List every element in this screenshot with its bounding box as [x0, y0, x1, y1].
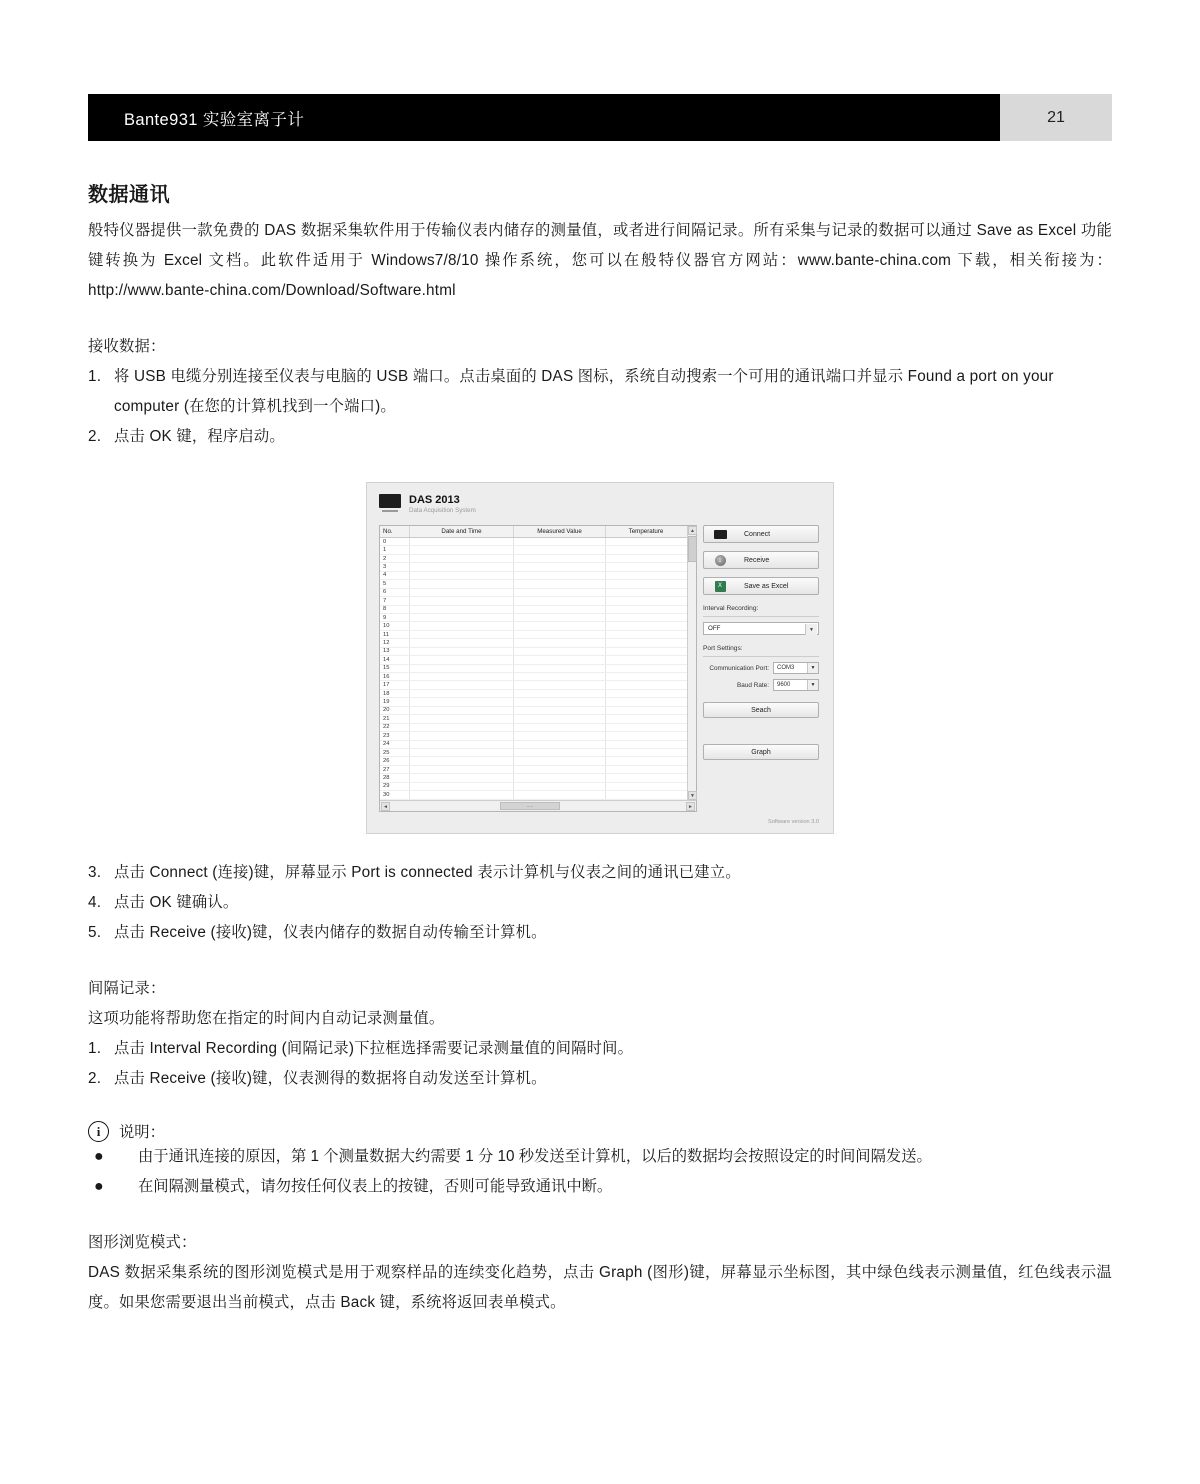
cell-no: 23: [380, 732, 410, 739]
list-item: [88, 888, 1112, 918]
cell-measured-value: [514, 555, 606, 562]
list-text: 点击 Receive (接收)键，仪表内储存的数据自动传输至计算机。: [114, 924, 547, 941]
list-number: 2.: [88, 428, 102, 445]
table-row[interactable]: [380, 681, 696, 689]
cell-temperature: [606, 690, 686, 697]
cell-measured-value: [514, 681, 606, 688]
cell-measured-value: [514, 673, 606, 680]
table-row[interactable]: [380, 774, 696, 782]
receive-heading: 接收数据：: [88, 338, 166, 355]
cell-temperature: [606, 791, 686, 798]
vertical-scrollbar[interactable]: [687, 526, 696, 800]
communication-port-label: Communication Port:: [709, 664, 769, 672]
cell-temperature: [606, 741, 686, 748]
cell-no: 20: [380, 707, 410, 714]
baud-rate-value: 9600: [777, 682, 791, 688]
excel-icon: X: [713, 581, 727, 592]
cell-datetime: [410, 766, 514, 773]
cell-no: 21: [380, 715, 410, 722]
das-app-figure: [88, 482, 1112, 834]
column-header-measured-value: Measured Value: [514, 526, 606, 537]
list-item: [88, 1064, 1112, 1094]
column-header-temperature: Temperature: [628, 528, 664, 535]
das-app-window: [366, 482, 834, 834]
table-row[interactable]: [380, 614, 696, 622]
table-row[interactable]: [380, 648, 696, 656]
list-number: 5.: [88, 924, 102, 941]
cell-no: 17: [380, 681, 410, 688]
cell-temperature: [606, 774, 686, 781]
cell-measured-value: [514, 707, 606, 714]
cell-temperature: [606, 724, 686, 731]
cell-measured-value: [514, 572, 606, 579]
communication-port-select[interactable]: [773, 662, 819, 674]
list-text: 点击 Interval Recording (间隔记录)下拉框选择需要记录测量值的间隔时间。: [114, 1040, 634, 1057]
page-title: Bante931 实验室离子计: [124, 110, 305, 129]
cell-no: 4: [380, 572, 410, 579]
table-row[interactable]: [380, 589, 696, 597]
cell-temperature: [606, 580, 686, 587]
page-header: [88, 94, 1112, 141]
cell-measured-value: [514, 724, 606, 731]
cell-no: 13: [380, 648, 410, 655]
list-number: 2.: [88, 1070, 102, 1087]
scroll-up-icon[interactable]: ▲: [688, 526, 697, 535]
cell-no: 19: [380, 698, 410, 705]
page-number-box: [1000, 94, 1112, 141]
table-row[interactable]: [380, 639, 696, 647]
table-row[interactable]: [380, 783, 696, 791]
note-bullet: [94, 1142, 1112, 1172]
list-number: 3.: [88, 864, 102, 881]
cell-datetime: [410, 673, 514, 680]
communication-port-value: COM3: [777, 665, 795, 671]
table-row[interactable]: [380, 656, 696, 664]
intro-paragraph: 般特仪器提供一款免费的 DAS 数据采集软件用于传输仪表内储存的测量值，或者进行间隔记录。所有采集与记录的数据可以通过 Save as Excel 功能键转换为 Excel 文档。此软件适用于 Windows7/8/10 操作系统，您可以在般特仪器官方网站：www.bante-china.com 下载，相关衔接为：http://www.bante-china.com/Download/Software.html: [88, 222, 1112, 299]
cell-measured-value: [514, 589, 606, 596]
cell-datetime: [410, 665, 514, 672]
note-bullet-text: 由于通讯连接的原因，第 1 个测量数据大约需要 1 分 10 秒发送至计算机，以后的数据均会按照设定的时间间隔发送。: [138, 1148, 932, 1165]
table-header-row: [380, 526, 696, 538]
cell-temperature: [606, 622, 686, 629]
divider: [703, 656, 819, 657]
list-item: [88, 858, 1112, 888]
port-settings-label: Port Settings:: [703, 645, 743, 652]
cell-measured-value: [514, 606, 606, 613]
cell-temperature: [606, 597, 686, 604]
app-subtitle: Data Acquisition System: [409, 507, 476, 514]
cell-datetime: [410, 563, 514, 570]
connect-button[interactable]: [703, 525, 819, 543]
save-as-excel-button-label: Save as Excel: [744, 582, 789, 590]
cell-no: 26: [380, 757, 410, 764]
cell-temperature: [606, 665, 686, 672]
cell-measured-value: [514, 766, 606, 773]
cell-temperature: [606, 555, 686, 562]
note-label: 说明：: [119, 1124, 165, 1141]
table-row[interactable]: [380, 698, 696, 706]
list-text: 点击 Connect (连接)键，屏幕显示 Port is connected 表示计算机与仪表之间的通讯已建立。: [114, 864, 741, 881]
cell-no: 7: [380, 597, 410, 604]
table-row[interactable]: [380, 538, 696, 546]
baud-rate-select[interactable]: [773, 679, 819, 691]
download-circle-icon: ↓: [713, 555, 727, 566]
list-text: 点击 OK 键确认。: [114, 894, 239, 911]
cell-datetime: [410, 614, 514, 621]
cell-no: 22: [380, 724, 410, 731]
chevron-down-icon[interactable]: ▼: [807, 663, 818, 673]
bullet-icon: ●: [94, 1148, 104, 1165]
table-row[interactable]: [380, 791, 696, 799]
cell-temperature: [606, 631, 686, 638]
scroll-right-icon[interactable]: ►: [686, 802, 695, 811]
cell-no: 0: [380, 538, 410, 545]
interval-recording-label: Interval Recording:: [703, 605, 759, 612]
cell-no: 16: [380, 673, 410, 680]
cell-no: 25: [380, 749, 410, 756]
cell-measured-value: [514, 774, 606, 781]
cell-datetime: [410, 546, 514, 553]
cell-measured-value: [514, 665, 606, 672]
cell-datetime: [410, 572, 514, 579]
cell-no: 6: [380, 589, 410, 596]
divider: [703, 616, 819, 617]
table-row[interactable]: [380, 715, 696, 723]
interval-recording-value: OFF: [708, 625, 721, 632]
table-row[interactable]: [380, 555, 696, 563]
interval-heading: 间隔记录：: [88, 980, 166, 997]
cell-datetime: [410, 774, 514, 781]
list-item: [88, 362, 1112, 422]
cell-measured-value: [514, 614, 606, 621]
table-row[interactable]: [380, 690, 696, 698]
search-button[interactable]: Seach: [703, 702, 819, 718]
interval-recording-select[interactable]: [703, 622, 819, 635]
info-icon: i: [88, 1121, 109, 1142]
list-number: 4.: [88, 894, 102, 911]
communication-port-row: [703, 662, 819, 674]
cell-measured-value: [514, 732, 606, 739]
cell-datetime: [410, 648, 514, 655]
list-item: [88, 918, 1112, 948]
cell-no: 14: [380, 656, 410, 663]
cell-datetime: [410, 589, 514, 596]
cell-temperature: [606, 546, 686, 553]
cell-datetime: [410, 707, 514, 714]
cell-temperature: [606, 648, 686, 655]
cell-temperature: [606, 589, 686, 596]
cell-datetime: [410, 580, 514, 587]
table-row[interactable]: [380, 766, 696, 774]
cell-datetime: [410, 783, 514, 790]
cell-measured-value: [514, 597, 606, 604]
table-row[interactable]: [380, 631, 696, 639]
cell-measured-value: [514, 538, 606, 545]
cell-no: 3: [380, 563, 410, 570]
section-title: 数据通讯: [88, 184, 170, 206]
cell-no: 11: [380, 631, 410, 638]
cell-datetime: [410, 597, 514, 604]
control-panel: [703, 525, 819, 760]
cell-temperature: [606, 757, 686, 764]
cell-temperature: [606, 698, 686, 705]
cell-temperature: [606, 707, 686, 714]
app-branding: [379, 494, 476, 516]
table-row[interactable]: [380, 732, 696, 740]
receive-button-label: Receive: [744, 556, 770, 564]
note-heading: [88, 1120, 1112, 1142]
chevron-down-icon[interactable]: ▼: [807, 680, 818, 690]
cell-datetime: [410, 791, 514, 798]
cell-measured-value: [514, 631, 606, 638]
horizontal-scrollbar[interactable]: [380, 800, 696, 811]
cell-measured-value: [514, 757, 606, 764]
header-title-bar: [88, 94, 1000, 141]
cell-measured-value: [514, 690, 606, 697]
cell-measured-value: [514, 715, 606, 722]
receive-button[interactable]: [703, 551, 819, 569]
table-row[interactable]: [380, 622, 696, 630]
cell-no: 9: [380, 614, 410, 621]
scroll-down-icon[interactable]: ▼: [688, 791, 697, 800]
cell-measured-value: [514, 546, 606, 553]
cell-no: 30: [380, 791, 410, 798]
cell-datetime: [410, 724, 514, 731]
interval-description: 这项功能将帮助您在指定的时间内自动记录测量值。: [88, 1010, 445, 1027]
cell-no: 10: [380, 622, 410, 629]
column-header-datetime: Date and Time: [410, 526, 514, 537]
cell-measured-value: [514, 698, 606, 705]
cell-datetime: [410, 749, 514, 756]
cell-no: 27: [380, 766, 410, 773]
cell-datetime: [410, 606, 514, 613]
cell-no: 15: [380, 665, 410, 672]
list-item: [88, 422, 1112, 452]
cell-no: 24: [380, 741, 410, 748]
bullet-icon: ●: [94, 1178, 104, 1195]
cell-datetime: [410, 732, 514, 739]
table-row[interactable]: [380, 665, 696, 673]
monitor-icon: [379, 494, 401, 508]
scroll-left-icon[interactable]: ◄: [381, 802, 390, 811]
cell-temperature: [606, 563, 686, 570]
cell-measured-value: [514, 648, 606, 655]
software-version: Software version 3.0: [768, 819, 819, 825]
cell-measured-value: [514, 783, 606, 790]
note-bullet-text: 在间隔测量模式，请勿按任何仪表上的按键，否则可能导致通讯中断。: [138, 1178, 613, 1195]
graph-button[interactable]: Graph: [703, 744, 819, 760]
list-text: 点击 Receive (接收)键，仪表测得的数据将自动发送至计算机。: [114, 1070, 547, 1087]
cell-measured-value: [514, 656, 606, 663]
cell-temperature: [606, 538, 686, 545]
cell-measured-value: [514, 791, 606, 798]
table-row[interactable]: [380, 673, 696, 681]
cell-temperature: [606, 656, 686, 663]
table-row[interactable]: [380, 563, 696, 571]
table-row[interactable]: [380, 572, 696, 580]
graph-description: DAS 数据采集系统的图形浏览模式是用于观察样品的连续变化趋势，点击 Graph (图形)键，屏幕显示坐标图，其中绿色线表示测量值，红色线表示温度。如果您需要退出当前模式，点击 Back 键，系统将返回表单模式。: [88, 1264, 1112, 1311]
table-row[interactable]: [380, 724, 696, 732]
table-row[interactable]: [380, 749, 696, 757]
cell-no: 2: [380, 555, 410, 562]
list-number: 1.: [88, 1040, 102, 1057]
note-bullet: [94, 1172, 1112, 1202]
cell-no: 29: [380, 783, 410, 790]
table-row[interactable]: [380, 546, 696, 554]
table-row[interactable]: [380, 606, 696, 614]
table-row[interactable]: [380, 741, 696, 749]
cell-no: 12: [380, 639, 410, 646]
cell-temperature: [606, 783, 686, 790]
column-header-no: No.: [380, 526, 410, 537]
list-text: 将 USB 电缆分别连接至仪表与电脑的 USB 端口。点击桌面的 DAS 图标，系统自动搜索一个可用的通讯端口并显示 Found a port on your computer (在您的计算机找到一个端口)。: [114, 368, 1054, 415]
cell-datetime: [410, 555, 514, 562]
app-title: DAS 2013: [409, 494, 460, 506]
cell-temperature: [606, 606, 686, 613]
cell-temperature: [606, 572, 686, 579]
chevron-down-icon[interactable]: ▼: [805, 624, 817, 635]
connect-button-label: Connect: [744, 530, 771, 538]
horizontal-scroll-thumb[interactable]: .....: [500, 802, 560, 810]
table-body[interactable]: [380, 538, 696, 800]
cell-temperature: [606, 639, 686, 646]
cell-temperature: [606, 681, 686, 688]
table-row[interactable]: [380, 580, 696, 588]
cell-no: 28: [380, 774, 410, 781]
cell-datetime: [410, 656, 514, 663]
cell-datetime: [410, 757, 514, 764]
cell-measured-value: [514, 563, 606, 570]
cell-datetime: [410, 631, 514, 638]
data-table: [379, 525, 697, 812]
cell-measured-value: [514, 622, 606, 629]
cell-datetime: [410, 622, 514, 629]
cell-measured-value: [514, 580, 606, 587]
cell-datetime: [410, 741, 514, 748]
cell-datetime: [410, 698, 514, 705]
table-row[interactable]: [380, 707, 696, 715]
cell-temperature: [606, 766, 686, 773]
cell-datetime: [410, 690, 514, 697]
cell-temperature: [606, 673, 686, 680]
cell-measured-value: [514, 639, 606, 646]
cell-no: 1: [380, 546, 410, 553]
cell-datetime: [410, 681, 514, 688]
graph-heading: 图形浏览模式：: [88, 1234, 197, 1251]
cell-datetime: [410, 538, 514, 545]
cell-temperature: [606, 715, 686, 722]
cell-datetime: [410, 715, 514, 722]
table-row[interactable]: [380, 597, 696, 605]
cell-no: 18: [380, 690, 410, 697]
list-number: 1.: [88, 368, 102, 385]
cell-no: 8: [380, 606, 410, 613]
list-item: [88, 1034, 1112, 1064]
save-as-excel-button[interactable]: [703, 577, 819, 595]
monitor-icon: [713, 529, 727, 540]
page-number: 21: [1047, 108, 1065, 126]
cell-temperature: [606, 732, 686, 739]
cell-measured-value: [514, 741, 606, 748]
cell-measured-value: [514, 749, 606, 756]
document-content: [88, 178, 1112, 1318]
cell-datetime: [410, 639, 514, 646]
vertical-scroll-thumb[interactable]: [688, 536, 697, 562]
cell-temperature: [606, 749, 686, 756]
cell-no: 5: [380, 580, 410, 587]
table-row[interactable]: [380, 757, 696, 765]
baud-rate-label: Baud Rate:: [737, 681, 769, 689]
list-text: 点击 OK 键，程序启动。: [114, 428, 285, 445]
cell-temperature: [606, 614, 686, 621]
baud-rate-row: [703, 679, 819, 691]
